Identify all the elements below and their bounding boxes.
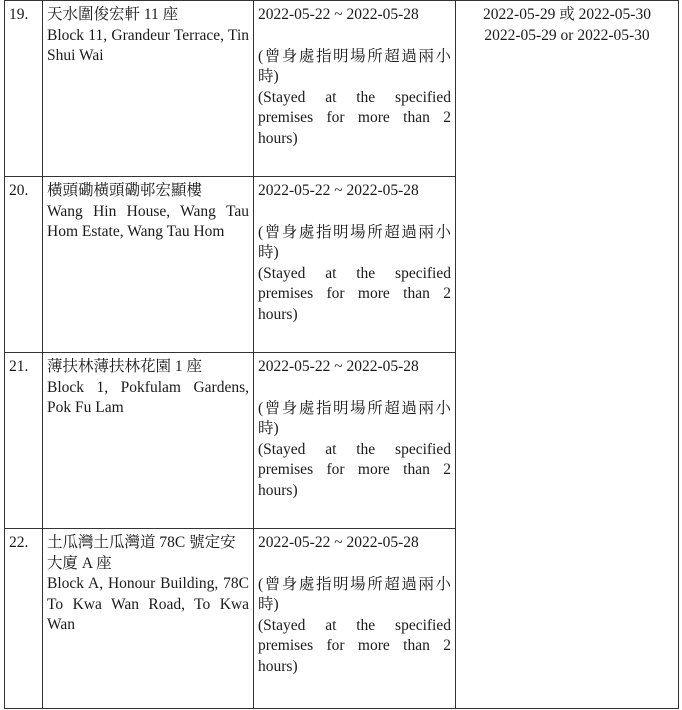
date-cell — [254, 177, 456, 353]
note-en: (Stayed at the specified premises for more than 2 hours) — [258, 88, 451, 147]
note-en: (Stayed at the specified premises for more than 2 hours) — [258, 440, 451, 499]
date-range: 2022-05-22 ~ 2022-05-28 — [258, 182, 419, 199]
note-en: (Stayed at the specified premises for more than 2 hours) — [258, 616, 451, 675]
location-zh: 橫頭磡橫頭磡邨宏顯樓 — [47, 182, 203, 199]
location-zh: 天水圍俊宏軒 11 座 — [47, 6, 179, 23]
location-cell — [43, 353, 254, 529]
date-range: 2022-05-22 ~ 2022-05-28 — [258, 6, 419, 23]
note-zh: (曾身處指明場所超過兩小時) — [258, 47, 451, 85]
premises-table — [4, 0, 679, 709]
date-cell — [254, 1, 456, 177]
location-cell — [43, 177, 254, 353]
date-cell — [254, 353, 456, 529]
test-date-zh: 2022-05-29 或 2022-05-30 — [483, 6, 651, 23]
location-en: Block 1, Pokfulam Gardens, Pok Fu Lam — [47, 378, 249, 416]
location-cell — [43, 1, 254, 177]
note-zh: (曾身處指明場所超過兩小時) — [258, 223, 451, 261]
location-zh: 薄扶林薄扶林花園 1 座 — [47, 358, 203, 375]
location-en: Block 11, Grandeur Terrace, Tin Shui Wai — [47, 26, 249, 64]
note-zh: (曾身處指明場所超過兩小時) — [258, 399, 451, 437]
row-number: 20. — [5, 177, 43, 353]
location-cell — [43, 529, 254, 709]
note-zh: (曾身處指明場所超過兩小時) — [258, 575, 451, 613]
date-cell — [254, 529, 456, 709]
row-number: 22. — [5, 529, 43, 709]
test-date-en: 2022-05-29 or 2022-05-30 — [484, 26, 650, 44]
location-en: Wang Hin House, Wang Tau Hom Estate, Wang Tau Hom — [47, 202, 249, 240]
table-row — [5, 1, 679, 177]
location-zh: 土瓜灣土瓜灣道 78C 號定安大廈 A 座 — [47, 534, 236, 572]
date-range: 2022-05-22 ~ 2022-05-28 — [258, 534, 419, 551]
row-number: 21. — [5, 353, 43, 529]
note-en: (Stayed at the specified premises for more than 2 hours) — [258, 264, 451, 323]
test-date-cell — [456, 1, 679, 709]
row-number: 19. — [5, 1, 43, 177]
date-range: 2022-05-22 ~ 2022-05-28 — [258, 358, 419, 375]
location-en: Block A, Honour Building, 78C To Kwa Wan Road, To Kwa Wan — [47, 575, 249, 633]
